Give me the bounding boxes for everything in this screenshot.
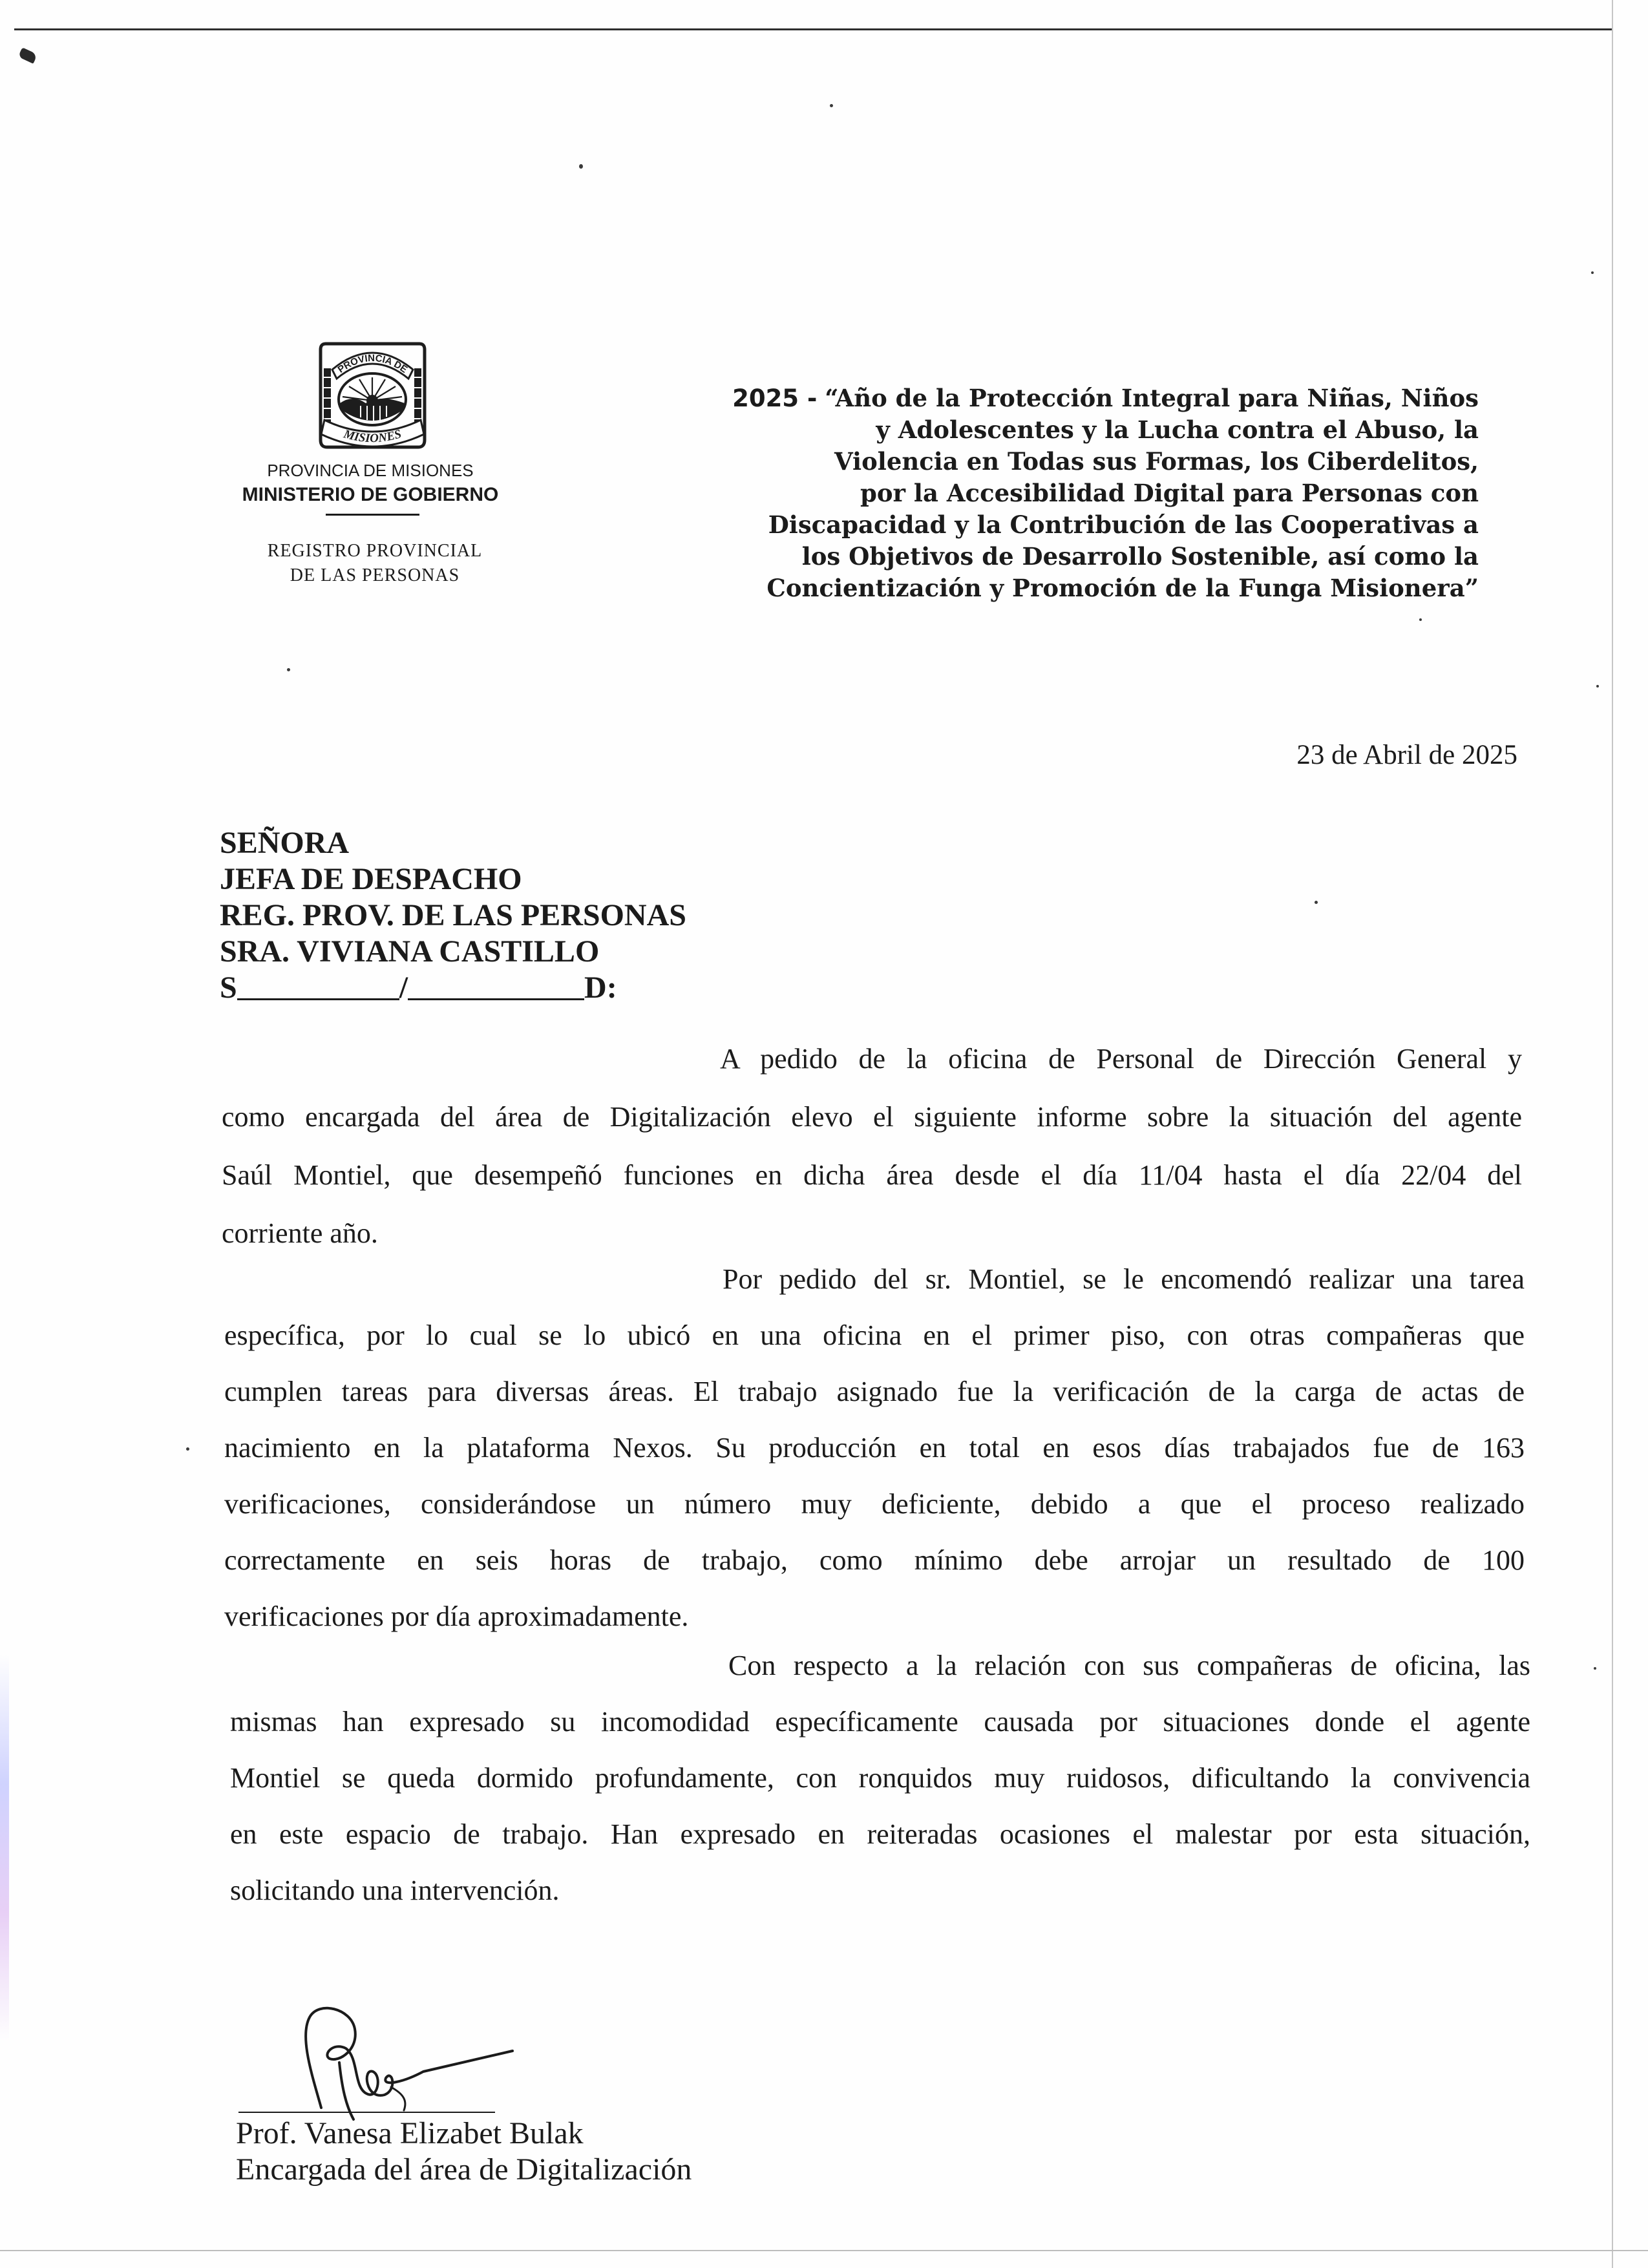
sd-line	[220, 970, 686, 1006]
province-name: PROVINCIA DE MISIONES	[267, 461, 474, 480]
svg-text:MISIONES	[341, 427, 403, 445]
sd-separator: /	[399, 971, 408, 1005]
scan-speck	[287, 668, 290, 671]
recipient-line: JEFA DE DESPACHO	[220, 862, 522, 896]
seal-top-text: PROVINCIA DE	[335, 352, 410, 375]
sd-prefix: S	[220, 971, 237, 1005]
scan-speck	[579, 164, 583, 169]
body-line: correctamente en seis horas de trabajo, como mínimo debe arrojar un resultado de 100	[224, 1544, 1525, 1576]
body-line: en este espacio de trabajo. Han expresado en reiteradas ocasiones el malestar por esta situación,	[230, 1818, 1530, 1850]
motto-line-text: “Año de la Protección Integral para Niñas, Niños	[825, 384, 1479, 412]
scan-speck	[1594, 1667, 1596, 1670]
body-line: específica, por lo cual se lo ubicó en una oficina en el primer piso, con otras compañeras que	[224, 1319, 1525, 1351]
scan-speck	[1596, 685, 1599, 688]
registry-line-2: DE LAS PERSONAS	[290, 565, 460, 585]
recipient-block	[220, 825, 686, 1006]
body-line: corriente año.	[222, 1217, 378, 1249]
recipient-line: REG. PROV. DE LAS PERSONAS	[220, 898, 686, 932]
body-line: A pedido de la oficina de Personal de Dirección General y	[720, 1043, 1522, 1075]
scan-speck	[1591, 271, 1594, 274]
body-line: solicitando una intervención.	[230, 1874, 560, 1906]
motto-line: Concientización y Promoción de la Funga Misionera”	[766, 574, 1479, 602]
body-line: mismas han expresado su incomodidad específicamente causada por situaciones donde el agente	[230, 1706, 1530, 1738]
signer-name: Prof. Vanesa Elizabet Bulak	[236, 2116, 584, 2150]
scan-bottom-edge	[0, 2250, 1648, 2251]
seal-bottom-text: MISIONES	[342, 427, 403, 446]
body-line: Con respecto a la relación con sus compañeras de oficina, las	[728, 1650, 1530, 1681]
scan-speck	[1315, 901, 1318, 904]
scan-top-rule	[14, 28, 1613, 30]
scan-corner-mark	[18, 47, 37, 63]
scan-speck	[830, 104, 833, 107]
body-line: Saúl Montiel, que desempeñó funciones en dicha área desde el día 11/04 hasta el día 22/04 del	[222, 1159, 1522, 1191]
recipient-line: SEÑORA	[220, 826, 350, 860]
ministry-name: MINISTERIO DE GOBIERNO	[242, 484, 499, 505]
body-line: cumplen tareas para diversas áreas. El trabajo asignado fue la verificación de la carga de actas de	[224, 1376, 1525, 1407]
motto-line	[582, 383, 1479, 414]
signer-role: Encargada del área de Digitalización	[236, 2152, 692, 2187]
motto-line: Violencia en Todas sus Formas, los Ciberdelitos,	[834, 447, 1479, 476]
body-line: verificaciones, considerándose un número muy deficiente, debido a que el proceso realizado	[224, 1488, 1525, 1520]
body-line: verificaciones por día aproximadamente.	[224, 1601, 689, 1632]
year-motto	[582, 383, 1479, 604]
letter-date: 23 de Abril de 2025	[1296, 740, 1517, 770]
body-line: Montiel se queda dormido profundamente, con ronquidos muy ruidosos, dificultando la convivencia	[230, 1762, 1530, 1794]
motto-line: y Adolescentes y la Lucha contra el Abuso, la	[876, 415, 1479, 444]
ministry-divider	[326, 514, 419, 516]
scan-left-tint	[0, 1654, 9, 2042]
sd-blank-1	[237, 998, 399, 1000]
sd-blank-2	[408, 998, 584, 1000]
motto-line: Discapacidad y la Contribución de las Cooperativas a	[768, 510, 1479, 539]
body-line: como encargada del área de Digitalización elevo el siguiente informe sobre la situación del agente	[222, 1101, 1522, 1133]
scan-speck	[186, 1447, 189, 1451]
motto-line: los Objetivos de Desarrollo Sostenible, así como la	[801, 542, 1479, 571]
scan-speck	[1419, 618, 1422, 621]
body-paragraph	[230, 1637, 1530, 1918]
body-paragraph	[222, 1030, 1522, 1263]
signature-rule	[238, 2112, 495, 2113]
registry-line-1: REGISTRO PROVINCIAL	[267, 541, 483, 561]
recipient-line: SRA. VIVIANA CASTILLO	[220, 934, 600, 969]
body-paragraph	[224, 1251, 1525, 1644]
provincial-seal-icon	[315, 337, 430, 453]
body-line: Por pedido del sr. Montiel, se le encomendó realizar una tarea	[723, 1263, 1525, 1295]
body-line: nacimiento en la plataforma Nexos. Su producción en total en esos días trabajados fue de 163	[224, 1432, 1525, 1464]
sd-suffix: D:	[584, 971, 617, 1005]
scan-right-edge	[1612, 0, 1613, 2268]
motto-year-prefix: 2025 -	[732, 384, 818, 412]
motto-line: por la Accesibilidad Digital para Personas con	[860, 479, 1479, 507]
